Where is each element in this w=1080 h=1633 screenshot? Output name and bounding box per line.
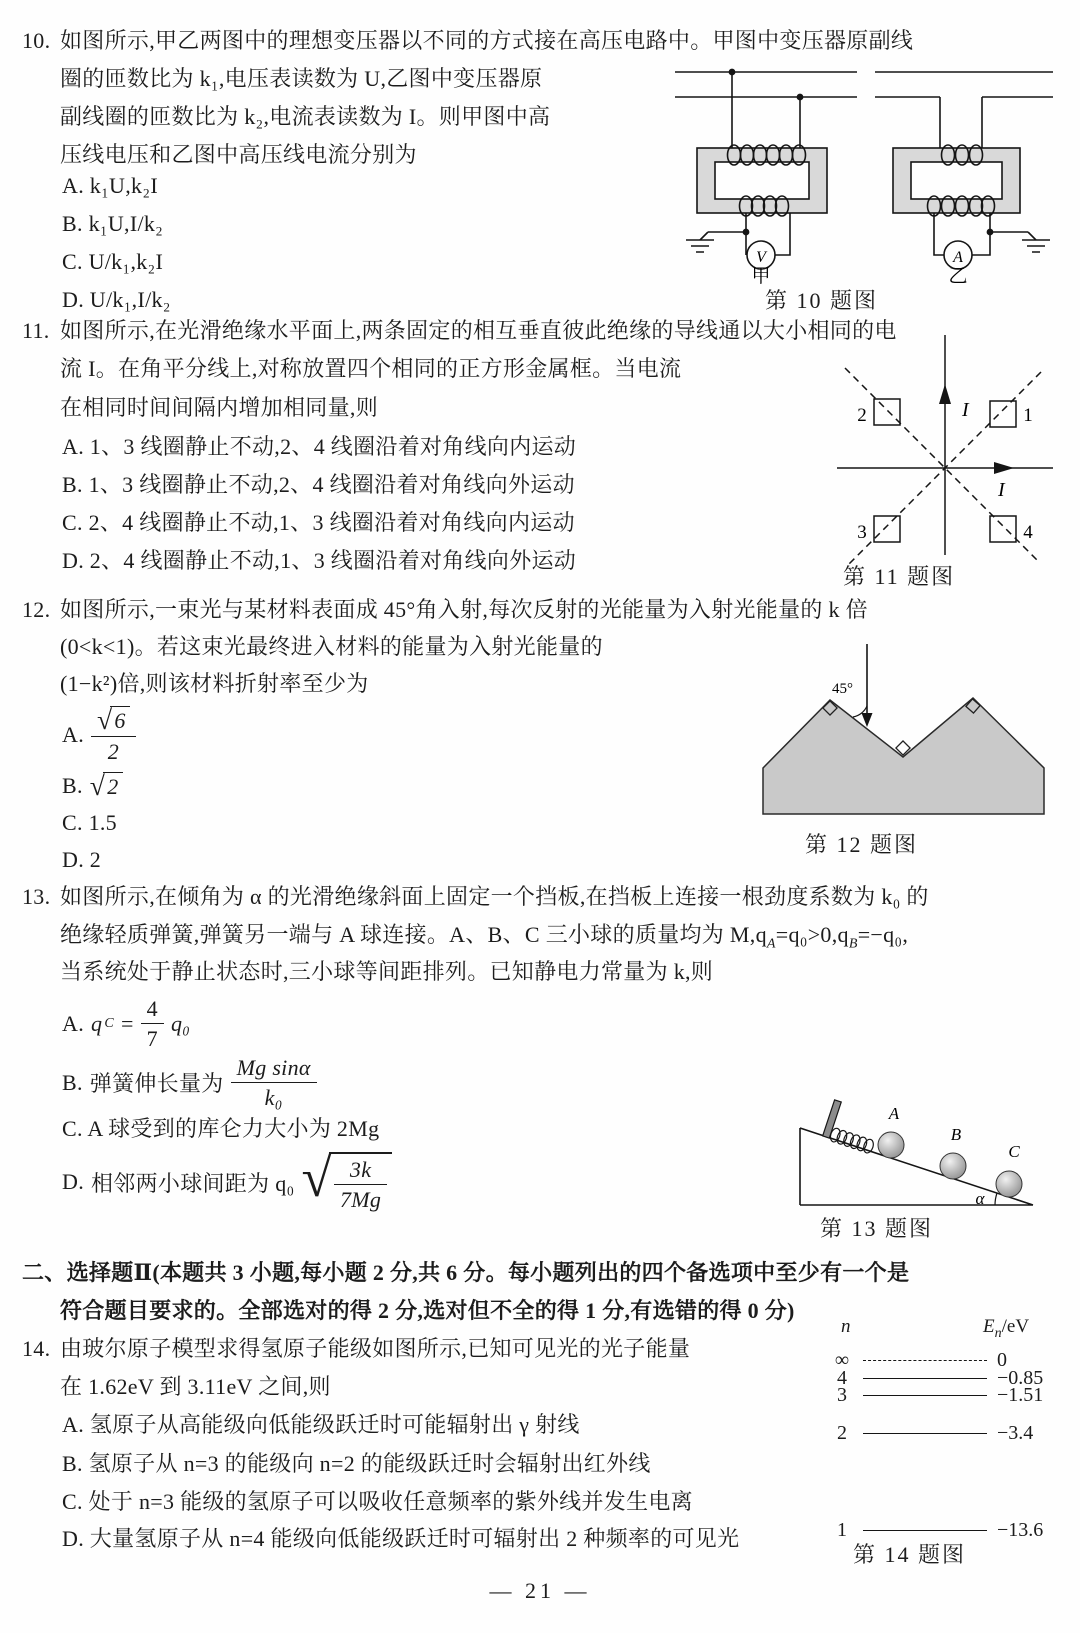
fig11-frame3-label: 3 [857,522,867,543]
q13-line-1 [22,882,929,912]
q11-line-3: 在相同时间间隔内增加相同量,则 [60,395,379,420]
section2-header-line-2: 符合题目要求的。全部选对的得 2 分,选对但不全的得 1 分,有选错的得 0 分) [60,1298,795,1323]
q14-option-c: C. 处于 n=3 能级的氢原子可以吸收任意频率的紫外线并发生电离 [62,1489,693,1514]
q11-option-b: B. 1、3 线圈静止不动,2、4 线圈沿着对角线向外运动 [62,472,575,497]
q13-option-b [62,1055,317,1111]
q13-number: 13. [22,884,51,909]
fig11-frame4-label: 4 [1023,522,1033,543]
q14-option-b: B. 氢原子从 n=3 的能级向 n=2 的能级跃迁时会辐射出红外线 [62,1451,651,1476]
fig11-arrow-right [994,462,1014,474]
q11-option-a: A. 1、3 线圈静止不动,2、4 线圈沿着对角线向内运动 [62,434,577,459]
fig14-n-axis-label: n [841,1316,851,1337]
fig13-ball-c [996,1171,1022,1197]
q12-option-b-label: B. [62,773,83,798]
fig10-caption: 第 10 题图 [765,288,879,313]
q12-option-a-fraction: √ $\frac{6}{2}$ [91,706,136,765]
q13-option-d-text: 相邻两小球间距为 q₀ [91,1170,295,1196]
q13-option-a: A. q C = $\frac{4}{7}$ q₀ [62,996,191,1052]
fig11-axes [837,335,1053,564]
q14-text-1: 由玻尔原子模型求得氢原子能级如图所示,已知可见光的光子能量 [60,1336,691,1361]
fig14-level-4: 4 −0.85 [837,1367,1044,1389]
q10-text-1: 如图所示,甲乙两图中的理想变压器以不同的方式接在高压电路中。甲图中变压器原副线 [60,28,914,53]
q10-option-c: C. U/k₁,k₂I [62,249,164,274]
q14-option-a: A. 氢原子从高能级向低能级跃迁时可能辐射出 γ 射线 [62,1412,580,1437]
q11-option-d: D. 2、4 线圈静止不动,1、3 线圈沿着对角线向外运动 [62,548,577,573]
fig14-energy-level-diagram [805,1316,1075,1571]
q13-option-a-fraction: $\frac{4}{7}$ [141,996,164,1052]
q13-option-d [62,1152,392,1213]
fig13-caption: 第 13 题图 [820,1216,934,1241]
fig12-material-surface [763,698,1044,814]
q11-line-2: 流 I。在角平分线上,对称放置四个相同的正方形金属框。当电流 [60,356,682,381]
q13-option-a-label: A. [62,1010,84,1036]
q12-option-d: D. 2 [62,847,102,872]
q10-number: 10. [22,28,51,53]
q11-option-c: C. 2、4 线圈静止不动,1、3 线圈沿着对角线向内运动 [62,510,575,535]
q10-option-d: D. U/k₁,I/k₂ [62,287,171,312]
fig11-frame2-label: 2 [857,405,867,426]
q12-option-c: C. 1.5 [62,810,117,835]
fig13-incline-diagram [748,1035,1043,1207]
fig11-frame1-label: 1 [1023,405,1033,426]
q12-option-a-label: A. [62,722,84,748]
q10-line-4: 压线电压和乙图中高压线电流分别为 [60,142,417,167]
fig14-level-2: 2 −3.4 [837,1422,1034,1444]
fig10-jia-label: 甲 [751,266,771,287]
q13-text-1: 如图所示,在倾角为 α 的光滑绝缘斜面上固定一个挡板,在挡板上连接一根劲度系数为 k₀ 的 [60,884,929,909]
fig12-light-ray [853,644,873,727]
q11-number: 11. [22,318,50,343]
fig12-caption: 第 12 题图 [805,832,919,857]
fig14-level-inf: ∞ 0 [834,1349,1007,1371]
fig13-incline-outline [800,1128,1033,1205]
q12-option-b [62,772,123,800]
page-number: — 21 — [489,1578,591,1603]
fig11-current-up-label: I [962,399,969,421]
q12-line-2: (0<k<1)。若这束光最终进入材料的能量为入射光能量的 [60,634,603,659]
fig14-energy-axis-label: $E_n/eV$ [983,1316,1030,1341]
fig13-angle-arc [995,1193,997,1205]
fig14-level-3: 3 −1.51 [837,1384,1044,1406]
q12-option-a [62,706,136,765]
q14-option-d: D. 大量氢原子从 n=4 能级向低能级跃迁时可辐射出 2 种频率的可见光 [62,1526,740,1551]
q13-option-b-text: 弹簧伸长量为 [89,1071,224,1097]
q13-option-d-label: D. [62,1169,84,1195]
q14-line-2: 在 1.62eV 到 3.11eV 之间,则 [60,1374,331,1399]
q13-option-b-label: B. [62,1069,83,1095]
q10-line-3: 副线圈的匝数比为 k₂,电流表读数为 I。则甲图中高 [60,104,551,129]
fig10-voltmeter-label: V [756,249,766,266]
q12-text-1: 如图所示,一束光与某材料表面成 45°角入射,每次反射的光能量为入射光能量的 k 倍 [60,597,868,622]
fig11-current-right-label: I [998,479,1005,501]
fig14-caption: 第 14 题图 [853,1542,967,1567]
q10-line-2: 圈的匝数比为 k₁,电压表读数为 U,乙图中变压器原 [60,66,543,91]
fig11-arrow-up [939,384,951,404]
q14-number: 14. [22,1336,51,1361]
section2-header-line-1: 二、选择题Ⅱ(本题共 3 小题,每小题 2 分,共 6 分。每小题列出的四个备选项中至少有一个是 [22,1260,910,1285]
fig10-jia-circuit [675,69,857,269]
fig13-ball-b [940,1153,966,1179]
q13-line-3: 当系统处于静止状态时,三小球等间距排列。已知静电力常量为 k,则 [60,959,714,984]
fig13-ball-a [878,1132,904,1158]
q12-line-3: (1−k²)倍,则该材料折射率至少为 [60,671,369,696]
q13-line-2: 绝缘轻质弹簧,弹簧另一端与 A 球连接。A、B、C 三小球的质量均为 $M,q_A=q_0>0,q_B=-q_0$, [60,922,909,952]
fig10-yi-label: 乙 [948,266,968,287]
q10-option-b: B. k₁U,I/k₂ [62,211,164,236]
q11-line-1 [22,316,897,346]
fig13-angle-label: α [975,1189,985,1208]
q13-option-c: C. A 球受到的库仑力大小为 2Mg [62,1116,380,1141]
fig10-yi-circuit [875,72,1053,269]
fig11-caption: 第 11 题图 [843,564,956,589]
fig10-transformer-diagram [672,52,1055,287]
fig13-ball-b-label: B [950,1125,962,1144]
fig13-ball-c-label: C [1008,1142,1020,1161]
q12-option-b-sqrt: √ 2 [90,772,123,800]
fig13-ball-a-label: A [888,1104,900,1123]
fig10-ammeter-label: A [953,249,963,266]
q14-line-1 [22,1334,690,1364]
fig12-angle-label: 45° [832,681,853,697]
q10-option-a: A. k₁U,k₂I [62,173,158,198]
q13-option-b-fraction: $\frac{\text{Mg sinα}}{\text{k₀}}$ [231,1055,317,1111]
q12-number: 12. [22,597,51,622]
q13-option-d-sqrt: √ $\frac{3k}{7Mg}$ [301,1152,392,1213]
q11-text-1: 如图所示,在光滑绝缘水平面上,两条固定的相互垂直彼此绝缘的导线通以大小相同的电 [60,318,897,343]
fig14-level-1: 1 −13.6 [837,1519,1044,1541]
fig11-wires-diagram [800,330,1056,558]
fig12-material-diagram [710,616,1046,821]
